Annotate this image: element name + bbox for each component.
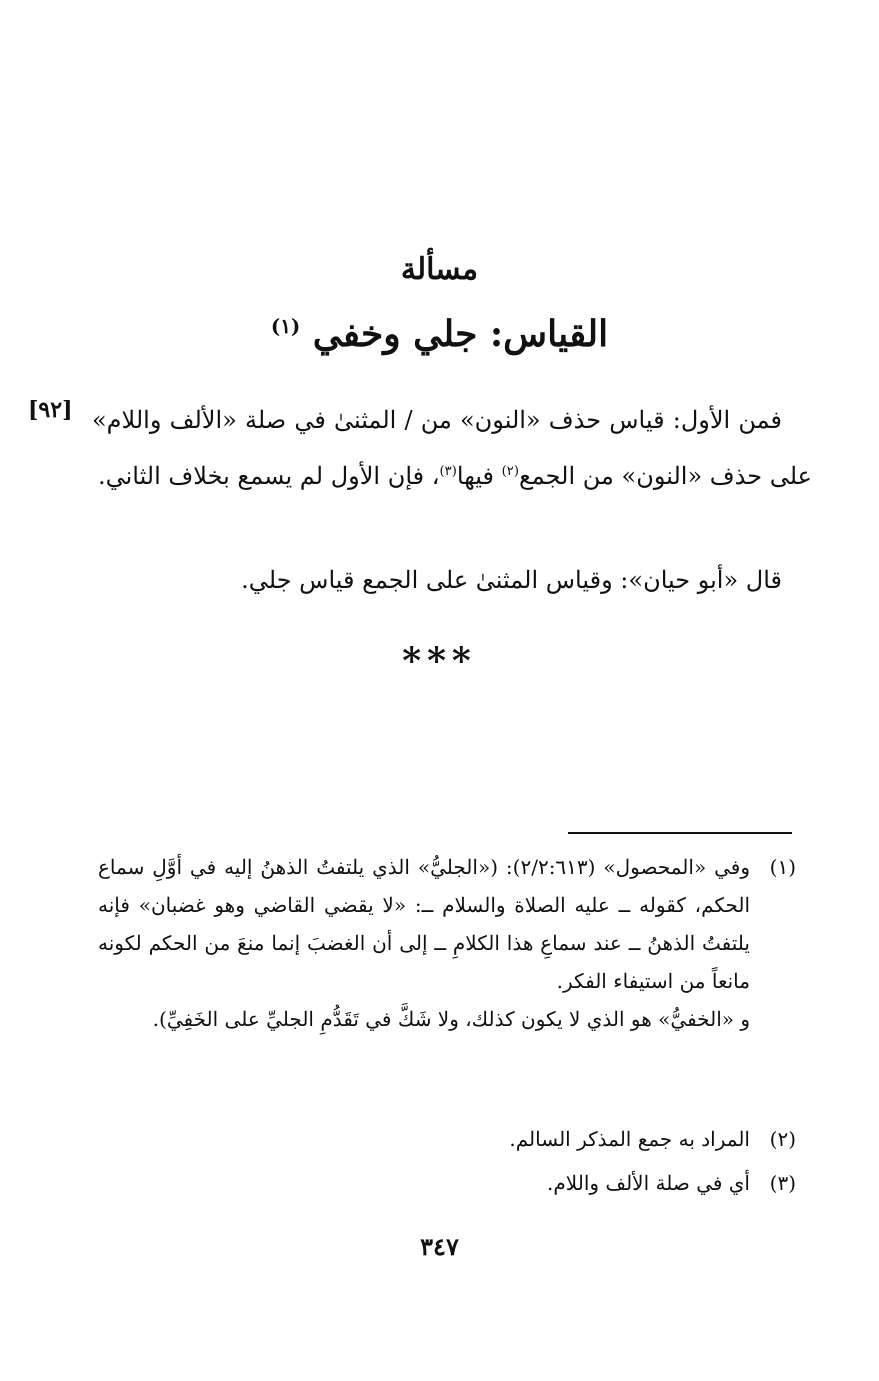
footnote-line: المراد به جمع المذكر السالم. <box>509 1127 750 1151</box>
footnote-marker-2: (٢) <box>501 464 520 479</box>
paragraph-text: فيها <box>456 462 502 490</box>
footnote-line: و «الخفيُّ» هو الذي لا يكون كذلك، ولا شَكَّ في تَقَدُّمِ الجليِّ على الخَفِيِّ). <box>152 1007 750 1031</box>
chapter-title-text: القياس: جلي وخفي <box>312 313 609 355</box>
footnote-number: (١) <box>769 855 796 879</box>
footnote-line: أي في صلة الألف واللام. <box>547 1171 750 1195</box>
paragraph-text: ، فإن الأول لم يسمع بخلاف الثاني. <box>97 462 440 490</box>
section-separator: *** <box>402 640 477 682</box>
paragraph-text: قال «أبو حيان»: وقياس المثنىٰ على الجمع قياس جلي. <box>241 566 782 594</box>
footnote-marker-3: (٣) <box>439 464 457 479</box>
footnote-line: وفي «المحصول» (٢/٢:٦١٣): («الجليُّ» الذي يلتفتُ الذهنُ إليه في أوَّلِ سماع الحكم، كقوله ــ عليه الصلاة والسلام ــ: «لا يقضي القاضي وهو غضبان» فإنه يلتفتُ الذهنُ ــ عند سماعِ هذا الكلامِ ــ إلى أن الغضبَ إنما منعَ من الحكم لكونه مانعاً من استيفاء الفكر. <box>98 855 750 993</box>
footnote-text <box>98 1120 750 1158</box>
chapter-title <box>0 308 879 360</box>
footnote-number: (٢) <box>769 1127 796 1151</box>
paragraph-text: فمن الأول: قياس حذف «النون» من / المثنىٰ في صلة «الألف واللام» على حذف «النون» من الجمع <box>92 406 812 490</box>
body-paragraph-1 <box>92 392 812 504</box>
footnote-text <box>98 848 750 1038</box>
section-heading: مسألة <box>400 252 479 287</box>
footnote-marker-1: (١) <box>270 314 301 338</box>
footnote-2 <box>98 1120 796 1158</box>
footnote-divider <box>568 832 792 834</box>
footnote-1 <box>98 848 796 1038</box>
page-number: ٣٤٧ <box>420 1232 459 1261</box>
footnote-number: (٣) <box>769 1171 796 1195</box>
footnote-3 <box>98 1164 796 1202</box>
manuscript-folio-ref: [٩٢] <box>28 397 73 423</box>
footnote-text <box>98 1164 750 1202</box>
body-paragraph-2 <box>92 552 812 608</box>
